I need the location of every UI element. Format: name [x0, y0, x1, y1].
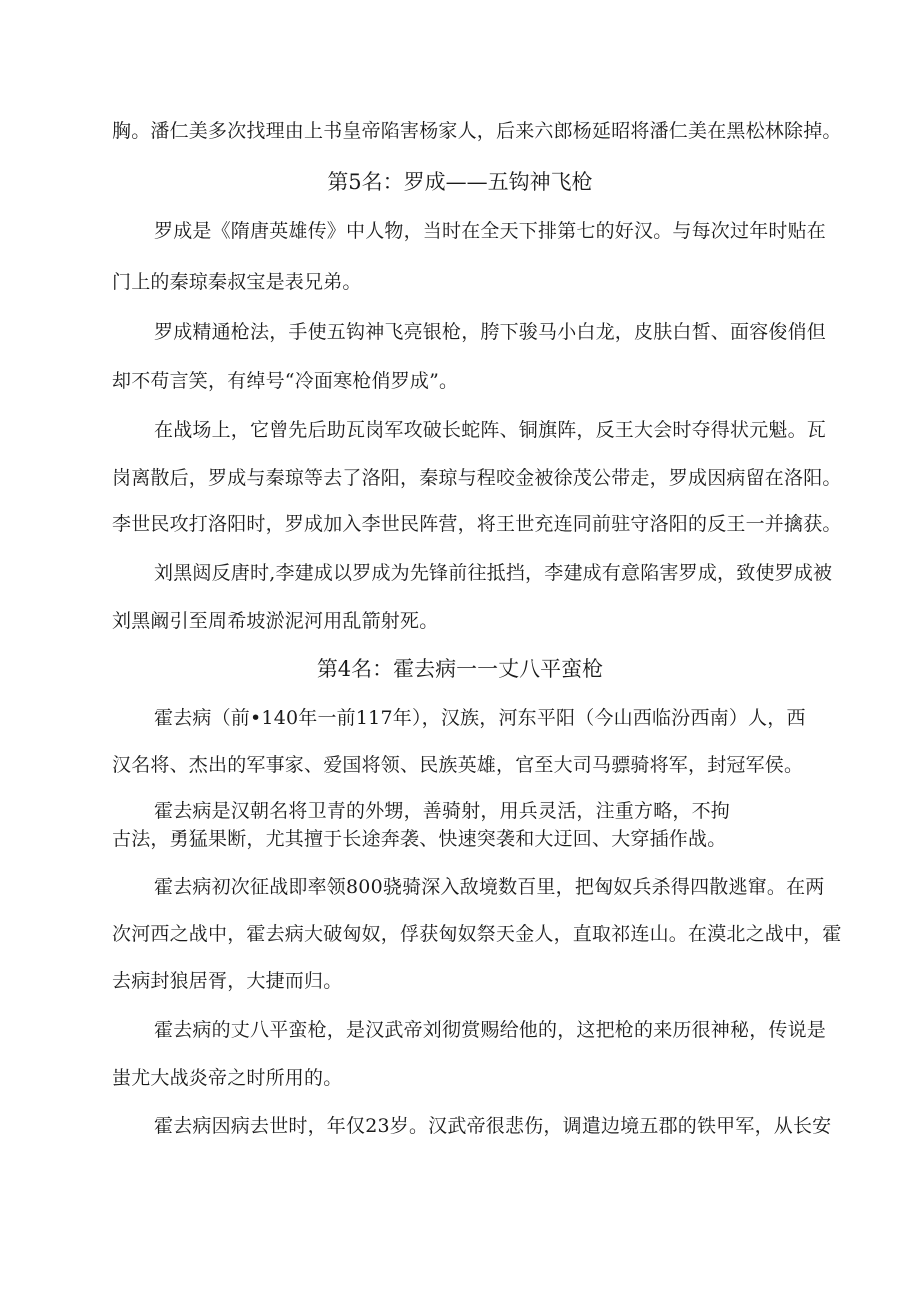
text-line: 门上的秦琼秦叔宝是表兄弟。: [112, 271, 362, 293]
text-line: 李世民攻打洛阳时，罗成加入李世民阵营，将王世充连同前驻守洛阳的反王一并擒获。: [112, 513, 842, 535]
text-line: 霍去病因病去世时，年仅23岁。汉武帝很悲伤，调遣边境五郡的铁甲军，从长安: [154, 1115, 832, 1137]
text-line: 霍去病（前•140年一前117年），汉族，河东平阳（今山西临汾西南）人，西: [154, 707, 806, 729]
text-line: 罗成是《隋唐英雄传》中人物，当时在全天下排第七的好汉。与每次过年时贴在: [154, 220, 827, 242]
text-line: 霍去病初次征战即率领800骁骑深入敌境数百里，把匈奴兵杀得四散逃窜。在两: [154, 876, 825, 898]
text-line: 刘黑阚引至周希坡淤泥河用乱箭射死。: [112, 610, 439, 632]
text-line: 刘黑闼反唐时,李建成以罗成为先锋前往抵挡，李建成有意陷害罗成，致使罗成被: [154, 562, 833, 584]
text-line: 蚩尤大战炎帝之时所用的。: [112, 1067, 343, 1089]
text-line: 霍去病是汉朝名将卫青的外甥，善骑射，用兵灵活，注重方略，不拘: [154, 800, 731, 822]
text-line: 却不苟言笑，有绰号“冷面寒枪俏罗成”。: [112, 370, 459, 392]
text-line: 去病封狼居胥，大捷而归。: [112, 970, 343, 992]
section-heading: 第5名：罗成——五钩神飞枪: [327, 170, 593, 194]
text-line: 汉名将、杰出的军事家、爱国将领、民族英雄，官至大司马骠骑将军，封冠军侯。: [112, 754, 804, 776]
text-line: 古法，勇猛果断，尤其擅于长途奔袭、快速突袭和大迂回、大穿插作战。: [112, 828, 727, 850]
text-line: 霍去病的丈八平蛮枪，是汉武帝刘彻赏赐给他的，这把枪的来历很神秘，传说是: [154, 1019, 827, 1041]
text-line: 次河西之战中，霍去病大破匈奴，俘获匈奴祭天金人，直取祁连山。在漠北之战中，霍: [112, 923, 842, 945]
text-line: 在战场上，它曾先后助瓦岗军攻破长蛇阵、铜旗阵，反王大会时夺得状元魁。瓦: [154, 419, 827, 441]
text-line: 罗成精通枪法，手使五钩神飞亮银枪，胯下骏马小白龙，皮肤白皙、面容俊俏但: [154, 321, 827, 343]
section-heading: 第4名：霍去病一一丈八平蛮枪: [316, 657, 604, 681]
text-line: 胸。潘仁美多次找理由上书皇帝陷害杨家人，后来六郎杨延昭将潘仁美在黑松林除掉。: [112, 120, 842, 142]
text-line: 岗离散后，罗成与秦琼等去了洛阳，秦琼与程咬金被徐茂公带走，罗成因病留在洛阳。: [112, 467, 842, 489]
